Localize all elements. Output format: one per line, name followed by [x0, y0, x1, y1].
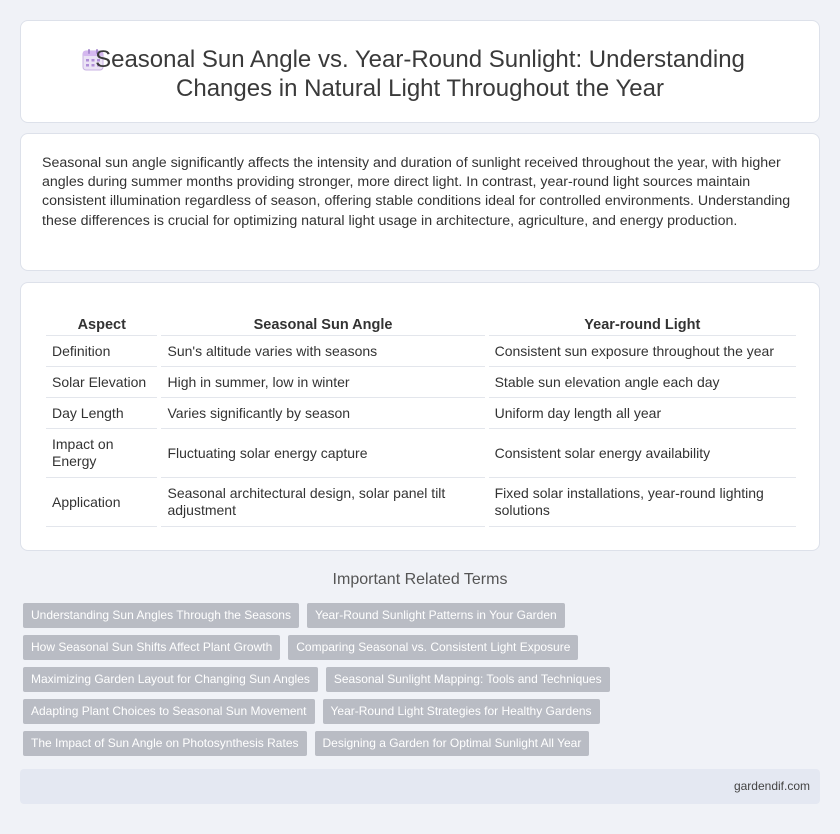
related-term-link[interactable]: Comparing Seasonal vs. Consistent Light Exposure — [288, 635, 578, 660]
table-cell: Fixed solar installations, year-round lighting solutions — [489, 478, 796, 527]
table-cell: Impact on Energy — [46, 429, 157, 478]
table-cell: Sun's altitude varies with seasons — [161, 336, 484, 367]
related-term-link[interactable]: Designing a Garden for Optimal Sunlight All Year — [315, 731, 590, 756]
header-card — [20, 20, 820, 123]
table-cell: Application — [46, 478, 157, 527]
table-cell: Consistent sun exposure throughout the year — [489, 336, 796, 367]
tag-row — [23, 699, 623, 724]
table-cell: Definition — [46, 336, 157, 367]
table-cell: Consistent solar energy availability — [489, 429, 796, 478]
table-cell: Day Length — [46, 398, 157, 429]
column-header-seasonal: Seasonal Sun Angle — [161, 316, 484, 336]
table-cell: Varies significantly by season — [161, 398, 484, 429]
table-cell: Stable sun elevation angle each day — [489, 367, 796, 398]
table-cell: High in summer, low in winter — [161, 367, 484, 398]
related-term-link[interactable]: Seasonal Sunlight Mapping: Tools and Techniques — [326, 667, 610, 692]
site-link[interactable]: gardendif.com — [733, 779, 810, 793]
intro-paragraph: Seasonal sun angle significantly affects the intensity and duration of sunlight received throughout the year, with higher angles during summer months providing stronger, more direct light. In contrast, year-round light sources maintain consistent illumination regardless of season, offering stable conditions ideal for controlled environments. Understanding these differences is crucial for optimizing natural light usage in architecture, agriculture, and energy production. — [42, 155, 791, 229]
tag-row — [23, 603, 623, 628]
related-term-link[interactable]: Adapting Plant Choices to Seasonal Sun Movement — [23, 699, 315, 724]
related-term-link[interactable]: How Seasonal Sun Shifts Affect Plant Growth — [23, 635, 280, 660]
table-row — [46, 429, 796, 478]
related-term-link[interactable]: Year-Round Sunlight Patterns in Your Garden — [307, 603, 565, 628]
table-row — [46, 367, 796, 398]
table-row — [46, 398, 796, 429]
related-term-link[interactable]: Understanding Sun Angles Through the Seasons — [23, 603, 299, 628]
related-term-link[interactable]: Year-Round Light Strategies for Healthy Gardens — [323, 699, 600, 724]
comparison-table — [42, 316, 800, 527]
table-cell: Seasonal architectural design, solar panel tilt adjustment — [161, 478, 484, 527]
table-header-row — [46, 316, 796, 336]
comparison-table-card — [20, 282, 820, 551]
table-cell: Solar Elevation — [46, 367, 157, 398]
table-row — [46, 336, 796, 367]
intro-card — [20, 133, 820, 271]
related-term-link[interactable]: The Impact of Sun Angle on Photosynthesis Rates — [23, 731, 307, 756]
table-cell: Fluctuating solar energy capture — [161, 429, 484, 478]
column-header-aspect: Aspect — [46, 316, 157, 336]
table-row — [46, 478, 796, 527]
related-terms-list — [23, 603, 623, 763]
table-cell: Uniform day length all year — [489, 398, 796, 429]
column-header-year-round: Year-round Light — [489, 316, 796, 336]
related-term-link[interactable]: Maximizing Garden Layout for Changing Sun Angles — [23, 667, 318, 692]
footer — [20, 769, 820, 804]
tag-row — [23, 731, 623, 756]
page-title: Seasonal Sun Angle vs. Year-Round Sunlight: Understanding Changes in Natural Light Throughout the Year — [95, 46, 745, 102]
tag-row — [23, 667, 623, 692]
related-terms-heading: Important Related Terms — [332, 571, 508, 588]
tag-row — [23, 635, 623, 660]
